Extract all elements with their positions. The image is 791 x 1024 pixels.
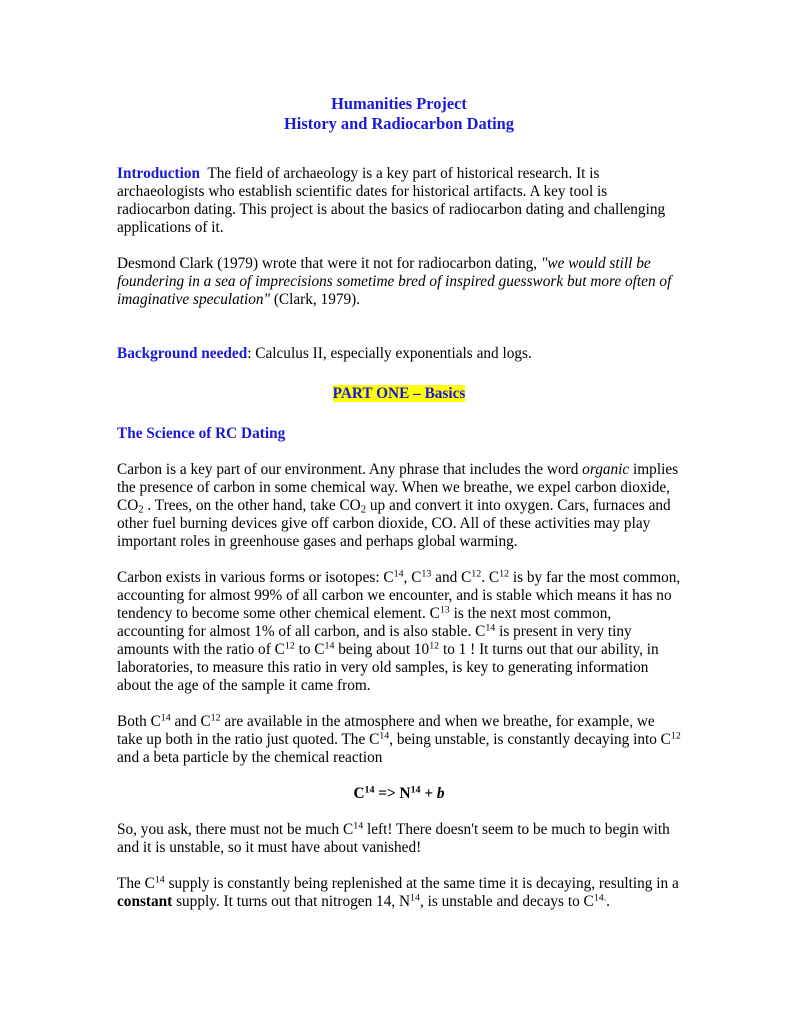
background-label: Background needed <box>117 345 248 362</box>
constant-word: constant <box>117 893 173 910</box>
title-line-2: History and Radiocarbon Dating <box>284 113 514 133</box>
background-paragraph <box>117 345 681 363</box>
background-text: : Calculus II, especially exponentials and logs. <box>247 345 532 362</box>
clark-quote: "we would still be foundering in a sea of imprecisions sometime bred of inspired guesswork but more often of imaginative speculation" <box>117 255 672 308</box>
organic-word: organic <box>582 461 630 478</box>
decay-equation: $C^{14} => N^{14} + b$ <box>353 784 445 802</box>
science-paragraph-1: Carbon is a key part of our environment. Any phrase that includes the word organic implies the presence of carbon in some chemical way. When we breathe, we expel carbon dioxide, $CO_2$ . Trees, on the other hand, take $CO_2$ up and convert it into oxygen. Cars, furnaces and other fuel burning devices give off carbon dioxide, CO. All of these activities may play important roles in greenhouse gases and perhaps global warming. <box>117 461 679 550</box>
part-one-wrap <box>117 385 681 403</box>
clark-cite: (Clark, 1979). <box>270 291 361 308</box>
title-line-1: Humanities Project <box>331 94 467 113</box>
science-paragraph-4: So, you ask, there must not be much $C^{14}$ left! There doesn't seem to be much to begin with and it is unstable, so it must have about vanished! <box>117 820 670 856</box>
science-paragraph-2: Carbon exists in various forms or isotopes: $C^{14}$, $C^{13}$ and $C^{12}$. $C^{12}$ is by far the most common, accounting for almost 99% of all carbon we encounter, and is stable which means it has no tendency to become some other chemical element. $C^{13}$ is the next most common, accounting for almost 1% of all carbon, and is also stable. $C^{14}$ is present in very tiny amounts with the ratio of $C^{12}$ to $C^{14}$ being about $10^{12}$ to 1 ! It turns out that our ability, in laboratories, to measure this ratio in very old samples, is key to generating information about the age of the sample it came from. <box>117 568 681 694</box>
science-paragraph-3: Both $C^{14}$ and $C^{12}$ are available in the atmosphere and when we breathe, for example, we take up both in the ratio just quoted. The $C^{14}$, being unstable, is constantly decaying into $C^{12}$ and a beta particle by the chemical reaction <box>117 712 681 766</box>
intro-text: The field of archaeology is a key part of historical research. It is archaeologists who establish scientific dates for historical artifacts. A key tool is radiocarbon dating. This project is about the basics of radiocarbon dating and challenging applications of it. <box>117 165 666 236</box>
intro-paragraph <box>117 165 681 237</box>
intro-heading: Introduction <box>117 165 201 182</box>
clark-lead: Desmond Clark (1979) wrote that were it not for radiocarbon dating, <box>117 255 541 272</box>
clark-paragraph <box>117 255 681 309</box>
science-paragraph-5: The $C^{14}$ supply is constantly being replenished at the same time it is decaying, resulting in a constant supply. It turns out that nitrogen 14, $N^{14}$, is unstable and decays to $C^{14.}$. <box>117 874 679 910</box>
science-heading: The Science of RC Dating <box>117 425 286 442</box>
part-one-heading: PART ONE – Basics <box>332 385 466 402</box>
